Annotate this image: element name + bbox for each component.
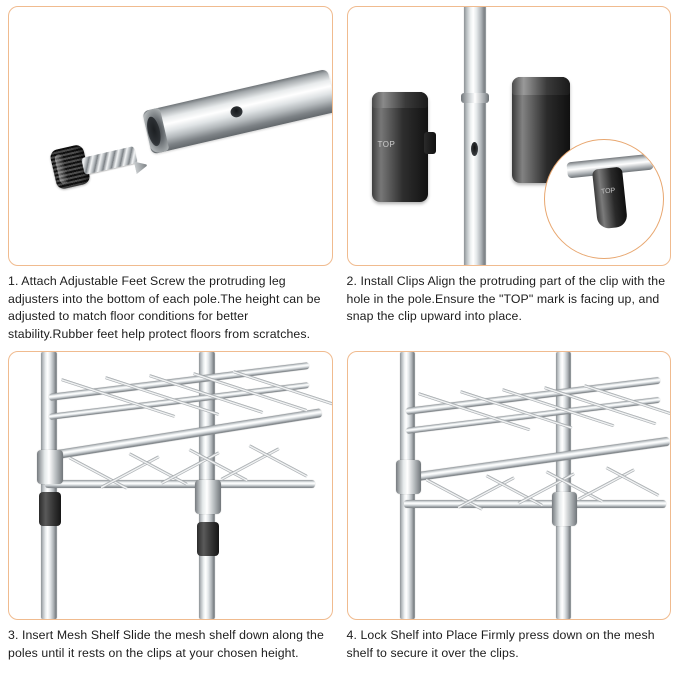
step-4 — [347, 351, 672, 662]
clip-left-top-label: TOP — [377, 140, 396, 149]
clip-on-right-pole — [197, 522, 219, 556]
inset-clip-installed — [592, 167, 628, 230]
pole-open-end — [142, 108, 169, 155]
step-3-caption: 3. Insert Mesh Shelf Slide the mesh shelf down along the poles until it rests on the clips at your chosen height. — [8, 628, 324, 660]
step-2 — [347, 6, 672, 343]
mesh-wire — [220, 448, 280, 482]
step-3-illustration — [8, 351, 333, 620]
pole-bore — [145, 115, 163, 147]
clip-right-lip — [512, 77, 570, 95]
mesh-wire — [577, 469, 635, 502]
step-4-illustration — [347, 351, 672, 620]
step-1 — [8, 6, 333, 343]
locked-sleeve-left — [396, 460, 421, 494]
pole-joint-collar — [461, 93, 489, 103]
clip-left — [372, 92, 428, 202]
step-3 — [8, 351, 333, 662]
clip-left-tab — [424, 132, 436, 154]
step-4-caption: 4. Lock Shelf into Place Firmly press down on the mesh shelf to secure it over the clips. — [346, 628, 655, 660]
pole-locating-hole — [471, 142, 478, 156]
clip-on-left-pole — [39, 492, 61, 526]
shelf-sleeve-left — [37, 450, 63, 484]
shelf-front-rail — [403, 437, 670, 483]
step-1-caption: 1. Attach Adjustable Feet Screw the protruding leg adjusters into the bottom of each pole.The height can be adjusted to match floor conditions for better stability.Rubber feet help protect floors from scratches. — [8, 274, 321, 341]
locked-sleeve-right — [552, 492, 577, 526]
pole-illustration — [142, 69, 332, 155]
step-2-caption: 2. Install Clips Align the protruding part of the clip with the hole in the pole.Ensure the "TOP" mark is facing up, and snap the clip upward into place. — [346, 274, 666, 324]
detail-inset-circle — [544, 139, 664, 259]
vertical-pole — [464, 6, 486, 266]
clip-left-lip — [372, 92, 428, 108]
pole-side-hole — [229, 105, 243, 118]
shelf-front-rail — [44, 409, 322, 462]
step-1-illustration — [8, 6, 333, 266]
step-2-illustration — [347, 6, 672, 266]
screw-thread — [81, 146, 137, 175]
inset-top-label: TOP — [600, 187, 616, 196]
shelf-sleeve-right — [195, 480, 221, 514]
steps-grid — [8, 6, 671, 663]
